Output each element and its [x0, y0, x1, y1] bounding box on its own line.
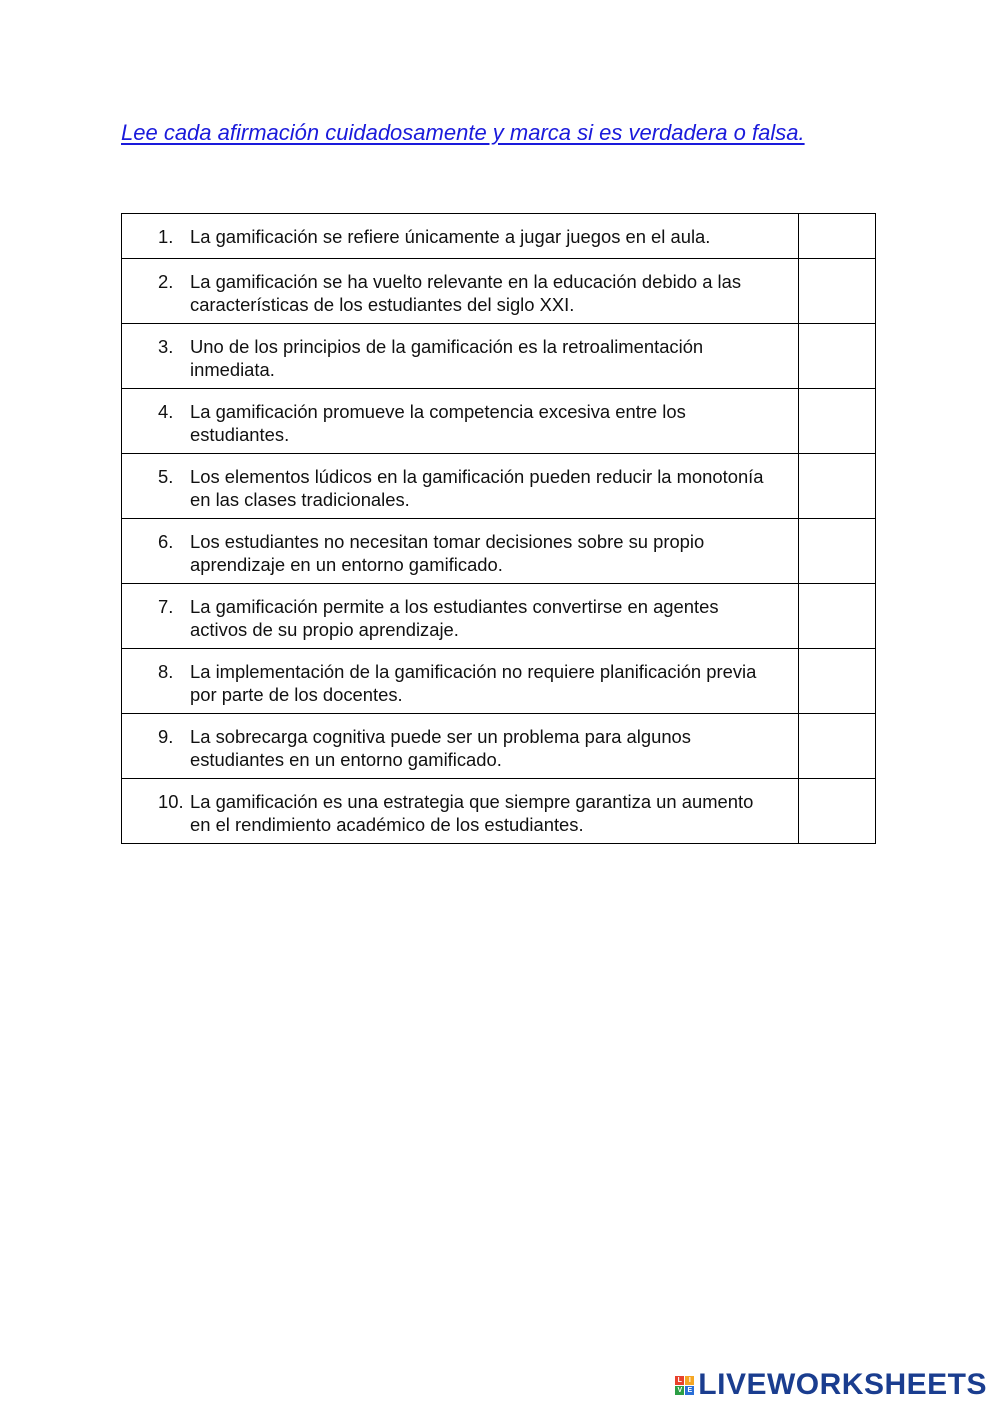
true-false-table	[121, 213, 876, 844]
brand-name: LIVEWORKSHEETS	[698, 1368, 987, 1401]
logo-square: V	[675, 1386, 684, 1395]
answer-cell[interactable]	[799, 454, 876, 519]
answer-cell[interactable]	[799, 324, 876, 389]
answer-input[interactable]	[799, 714, 875, 778]
table-row	[122, 454, 876, 519]
answer-input[interactable]	[799, 214, 875, 258]
statement-cell	[122, 779, 799, 844]
statement-number: 10.	[158, 791, 184, 812]
table-row	[122, 714, 876, 779]
statement-text: La gamificación se refiere únicamente a jugar juegos en el aula.	[190, 226, 711, 247]
table-row	[122, 779, 876, 844]
table-row	[122, 584, 876, 649]
answer-input[interactable]	[799, 454, 875, 518]
statement-text: La gamificación promueve la competencia excesiva entre los estudiantes.	[190, 401, 686, 445]
answer-input[interactable]	[799, 324, 875, 388]
table-row	[122, 259, 876, 324]
answer-input[interactable]	[799, 649, 875, 713]
statement-number: 1.	[158, 226, 174, 247]
statement-cell	[122, 714, 799, 779]
table-row	[122, 214, 876, 259]
statement-text: Los estudiantes no necesitan tomar decisiones sobre su propio aprendizaje en un entorno gamificado.	[190, 531, 705, 575]
table-row	[122, 324, 876, 389]
statement-number: 2.	[158, 271, 174, 292]
statement-cell	[122, 214, 799, 259]
answer-cell[interactable]	[799, 584, 876, 649]
answer-input[interactable]	[799, 779, 875, 843]
answer-cell[interactable]	[799, 714, 876, 779]
statement-cell	[122, 259, 799, 324]
answer-input[interactable]	[799, 259, 875, 323]
statement-text: La gamificación se ha vuelto relevante en la educación debido a las características de los estudiantes del siglo XXI.	[190, 271, 742, 315]
answer-input[interactable]	[799, 584, 875, 648]
statement-text: Los elementos lúdicos en la gamificación pueden reducir la monotonía en las clases tradicionales.	[190, 466, 764, 510]
statement-number: 8.	[158, 661, 174, 682]
statement-number: 6.	[158, 531, 174, 552]
answer-cell[interactable]	[799, 519, 876, 584]
statement-cell	[122, 649, 799, 714]
answer-cell[interactable]	[799, 214, 876, 259]
statement-number: 4.	[158, 401, 174, 422]
statement-number: 7.	[158, 596, 174, 617]
statement-cell	[122, 519, 799, 584]
answer-input[interactable]	[799, 519, 875, 583]
statement-cell	[122, 454, 799, 519]
answer-cell[interactable]	[799, 649, 876, 714]
answer-cell[interactable]	[799, 259, 876, 324]
answer-input[interactable]	[799, 389, 875, 453]
statement-text: La gamificación es una estrategia que siempre garantiza un aumento en el rendimiento académico de los estudiantes.	[190, 791, 754, 835]
statement-text: La implementación de la gamificación no requiere planificación previa por parte de los docentes.	[190, 661, 757, 705]
table-row	[122, 649, 876, 714]
statement-text: La gamificación permite a los estudiantes convertirse en agentes activos de su propio aprendizaje.	[190, 596, 719, 640]
liveworksheets-logo-icon	[675, 1376, 694, 1395]
logo-square: L	[675, 1376, 684, 1385]
table-row	[122, 389, 876, 454]
table-row	[122, 519, 876, 584]
statement-number: 3.	[158, 336, 174, 357]
statement-cell	[122, 584, 799, 649]
instruction-heading: Lee cada afirmación cuidadosamente y marca si es verdadera o falsa.	[121, 120, 805, 145]
statement-text: La sobrecarga cognitiva puede ser un problema para algunos estudiantes en un entorno gamificado.	[190, 726, 691, 770]
statement-cell	[122, 389, 799, 454]
liveworksheets-watermark	[675, 1368, 987, 1402]
statement-text: Uno de los principios de la gamificación es la retroalimentación inmediata.	[190, 336, 704, 380]
logo-square: E	[685, 1386, 694, 1395]
statement-number: 5.	[158, 466, 174, 487]
answer-cell[interactable]	[799, 779, 876, 844]
statement-cell	[122, 324, 799, 389]
answer-cell[interactable]	[799, 389, 876, 454]
statement-number: 9.	[158, 726, 174, 747]
logo-square: I	[685, 1376, 694, 1385]
